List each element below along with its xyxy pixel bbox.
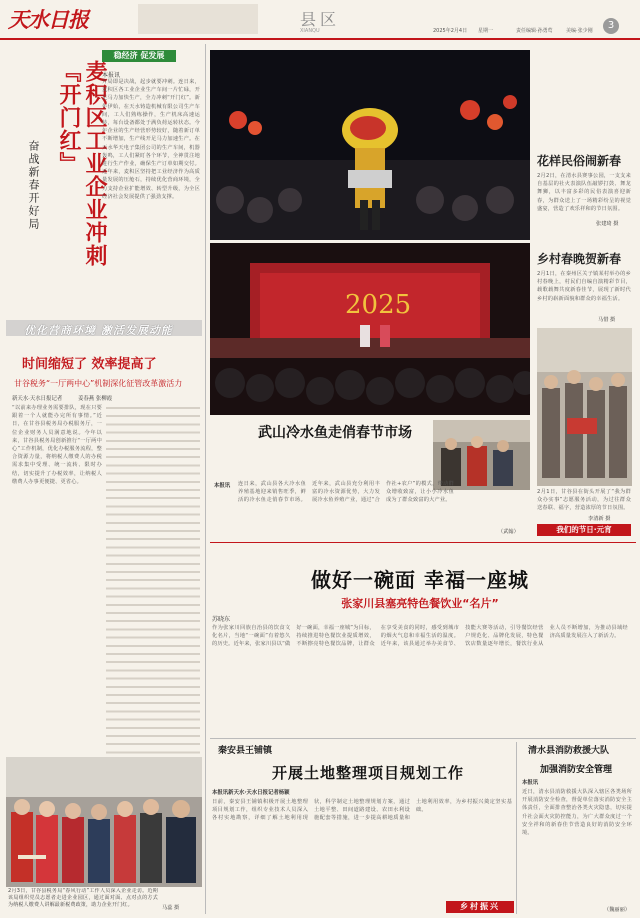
column-divider [205, 44, 206, 914]
issue-date: 2025年2月4日 [433, 28, 468, 34]
photo-sign-text: 2025 [345, 290, 412, 320]
festival-title-2: 乡村春晚贺新春 [537, 252, 622, 266]
center-subhead: 张家川县塞亮特色餐饮业“名片” [341, 597, 499, 610]
column-label [102, 50, 176, 62]
second-subhead: 甘谷税务“一厅两中心”机制深化征管改革激活力 [14, 379, 183, 388]
festival-text-2: 2月1日，在秦州区关子镇某村举办的乡村春晚上，村民们自编自演精彩节目，载歌载舞共度新春佳节，展现了新时代乡村的崭新面貌和群众的幸福生活。 [537, 271, 631, 302]
festival-credit-2: 马惜 摄 [598, 317, 616, 323]
lead-subhead: 奋战新春开好局 [27, 140, 40, 231]
fish-credit: （武翰） [498, 529, 519, 535]
village-gala-photo [210, 243, 530, 415]
festival-caption-4: 2月1日，甘谷县在街头开展了“我为群众办实事”志愿服务活动，为过往群众送春联、福字，营造浓厚的节日氛围。 [537, 489, 631, 512]
tax-photo-caption: 2月3日，甘谷县税务局“春风行动”工作人员深入企业走访。近期该局组织党员志愿者走进企业园区，通过面对面、点对点的方式为纳税人缴费人讲解最新税费政策，助力企业开门红。 [8, 888, 158, 908]
festival-tag-text: 我们的节日·元宵 [556, 525, 612, 534]
section-pinyin: XIANQU [300, 28, 320, 34]
tax-service-photo [6, 757, 202, 887]
festival-title-1: 花样民俗闹新春 [537, 154, 622, 168]
festival-credit-4: 李清新 摄 [588, 516, 611, 522]
page-number [603, 18, 619, 34]
second-body-col2 [106, 404, 200, 754]
page-number-text: 3 [607, 20, 615, 31]
bottom-left-headline: 开展土地整理项目规划工作 [272, 764, 465, 782]
bottom-right-byline: 本报讯 [522, 780, 539, 786]
center-headline: 做好一碗面 幸福一座城 [311, 568, 529, 592]
bottom-right-credit: （魏丽丽） [604, 907, 630, 913]
fish-byline: 本报讯 [214, 483, 231, 489]
bottom-left-bar [446, 901, 514, 913]
bottom-left-body: 日前，秦安县王铺镇积极开展土地整理项目规划工作，组织专业技术人员深入各村实地勘察，详细了解土地利用现状，科学制定土地整理规划方案，通过土地平整、田间道路建设、农田水利设施配套等措施，进一步提高耕地质量和土地利用效率，为乡村振兴奠定坚实基础。 [212, 799, 512, 822]
bottom-right-headline: 加强消防安全管理 [540, 765, 613, 775]
second-reporters: 姜春燕 张柳霞 [78, 396, 113, 402]
fish-market-headline: 武山冷水鱼走俏春节市场 [258, 425, 412, 441]
lead-headline: 麦积区工业企业冲刺『开门红』 [56, 60, 107, 267]
festival-text-1: 2月2日，在清水县赛事公园，一支支来自基层的社火表演队伍敲锣打鼓、舞龙舞狮，以丰富多彩的民俗表演喜迎新春，为群众送上了一场精彩纷呈的视觉盛宴，营造了欢乐祥和的节日氛围。 [537, 173, 631, 212]
masthead-rule [0, 38, 640, 40]
issue-weekday: 星期一 [478, 28, 494, 34]
paper-name-logo: 天水日报 [8, 7, 88, 32]
volunteer-photo [537, 328, 632, 486]
second-byline-prefix: 新天水·天水日报记者 [12, 396, 63, 402]
banner-text: 优化营商环境 激活发展动能 [24, 324, 173, 337]
bottom-right-title: 清水县消防救援大队 [528, 746, 610, 756]
second-body-col1: “以前来办理业务需要排队，现在只要跟着一个人就能办完所有事情。”近日，在甘谷县税务局办税服务厅，一位企业财务人员满意地说。今年以来，甘谷县税务局创新推行“一厅两中心”工作机制，优化办税服务流程，整合资源力量，将纳税人缴费人的办税需求集中受理、统一流转、限时办结，切实提升了办税效率，让纳税人缴费人办事更便捷、更省心。 [12, 405, 102, 485]
masthead [0, 0, 640, 40]
bottom-left-title: 秦安县王铺镇 [218, 746, 273, 756]
masthead-decoration [138, 4, 258, 34]
festival-credit-1: 张建琦 摄 [596, 221, 619, 227]
bottom-left-byline: 本报讯新天水·天水日报记者杨颖 [212, 790, 290, 796]
section-banner [6, 320, 202, 336]
center-byline: 苏晓东 [212, 616, 231, 623]
bottom-left-bar-text: 乡村振兴 [460, 902, 500, 911]
lead-body: 开局即是决战，起步就要冲刺。连日来，麦积区各工业企业生产车间一片忙碌，开足马力加快生产，全力冲刺“开门红”。新年伊始，在天水铸造机械有限公司生产车间，工人们熟练操作，生产机床高速运转，每台设备都处于满负荷运转状态。今年企业的生产经营形势较好，随着新订单不断增加，生产线开足马力加速生产。在天水华天电子集团公司的生产车间，机器轰鸣，工人们紧盯各个环节，全神贯注地进行生产作业，确保生产订单如期交付。近年来，麦积区坚持把工业经济作为高质量发展的压舱石，持续优化营商环境，全力支持企业扩能增效、转型升级，为全区经济社会发展提供了强劲支撑。 [102, 79, 200, 200]
lion-dance-photo [210, 50, 530, 240]
section-rule [210, 542, 636, 543]
bottom-right-body: 近日，清水县消防救援大队深入辖区各类场所开展消防安全检查，督促单位落实消防安全主体责任，全面排查整治各类火灾隐患，切实提升社会面火灾防控能力，为广大群众度过一个安全祥和的新春佳节营造良好的消防安全环境。 [522, 789, 632, 837]
column-label-text: 稳经济 促发展 [113, 51, 165, 60]
bottom-rule [210, 738, 636, 739]
lead-byline: 本报讯 [102, 72, 121, 79]
festival-tag [537, 524, 631, 536]
editor-credit: 责任编辑·孙勇莺 [516, 28, 553, 34]
second-headline: 时间缩短了 效率提高了 [22, 357, 157, 372]
tax-photo-credit: 马蕊 摄 [162, 905, 180, 911]
center-body: 作为张家川回族自治县的饮食文化名片，当地“一碗面”有着悠久的历史。近年来，张家川县以“做好一碗面，幸福一座城”为目标，持续推进特色餐饮业提质增效，不断擦亮特色餐饮品牌，让群众在享受美食的同时，感受到城市的烟火气息和幸福生活的温度。近年来，该县通过举办美食节、技能大赛等活动，引导餐饮经营户规范化、品牌化发展，特色餐饮店数量逐年增长，餐饮行业从业人员不断增加，为推动县域经济高质量发展注入了新活力。 [212, 625, 628, 648]
designer-credit: 美编·张少刚 [566, 28, 593, 34]
section-name: 县区 [300, 10, 341, 29]
fish-body: 连日来，武山县各大冷水鱼养殖基地迎来销售旺季，鲜活的冷水鱼走俏春节市场。近年来，武山县充分利用丰富的冷水资源优势，大力发展冷水鱼养殖产业，通过“合作社+农户”的模式，带动群众增收致富，让小小冷水鱼成为了群众致富的大产业。 [238, 481, 454, 504]
bottom-divider [516, 742, 517, 914]
